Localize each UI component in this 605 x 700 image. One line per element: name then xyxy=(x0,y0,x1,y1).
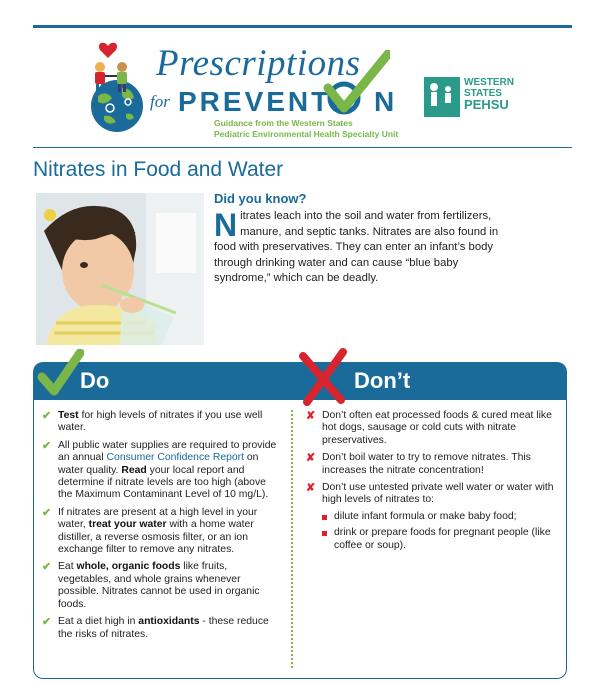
do-item-text: - these reduce the risks of nitrates. xyxy=(58,616,269,640)
did-you-know-heading: Did you know? xyxy=(214,191,307,206)
x-icon: ✘ xyxy=(306,452,316,465)
do-check-icon xyxy=(36,349,84,399)
did-you-know-text xyxy=(214,209,514,287)
intro-body: itrates leach into the soil and water from fertilizers, manure, and septic tanks. Nitrates are also found in food with preservatives. They can enter an infant’s body through drinking water and can cause “blue baby syndrome,” which can be deadly. xyxy=(214,210,499,284)
do-item-bold: treat your water xyxy=(88,519,167,531)
do-item-text: for high levels of nitrates if you use well water. xyxy=(58,410,263,434)
bullet-square-icon xyxy=(322,515,327,520)
do-item-text: with a home water distiller, a reverse osmosis filter, or an ion exchange filter to remove any nitrates. xyxy=(58,519,254,556)
dont-subitem xyxy=(322,527,556,552)
title-prescriptions: Prescriptions xyxy=(156,43,361,84)
dont-item-text: Don’t often eat processed foods & cured meat like hot dogs, sausage or cold cuts with nitrate preservatives. xyxy=(322,410,552,446)
drop-cap: N xyxy=(214,207,238,243)
check-icon: ✔ xyxy=(42,439,52,452)
dont-list xyxy=(306,410,556,557)
page-title: Nitrates in Food and Water xyxy=(33,158,284,181)
do-item-bold: Read xyxy=(121,464,147,476)
do-item-text: Eat xyxy=(58,561,77,573)
do-item-bold: Test xyxy=(58,410,79,421)
do-item-report xyxy=(42,440,282,502)
do-item-bold: whole, organic foods xyxy=(76,561,181,573)
column-divider xyxy=(291,410,293,668)
dont-heading: Don’t xyxy=(354,368,411,393)
do-item-text: your local report and determine if nitrate levels are too high (above the Maximum Contaminant Level of 10 mg/L). xyxy=(58,464,269,501)
child-drinking-photo xyxy=(36,193,204,345)
kids-globe-logo xyxy=(78,38,156,134)
bullet-square-icon xyxy=(322,531,327,536)
header-rule xyxy=(33,147,572,148)
dont-item-text: Don’t boil water to try to remove nitrates. This increases the nitrate concentration! xyxy=(322,452,531,476)
do-item-antioxidants xyxy=(42,616,282,641)
x-icon: ✘ xyxy=(306,410,316,422)
dont-subitem-text: drink or prepare foods for pregnant people (like coffee or soup). xyxy=(334,527,551,551)
dont-sublist xyxy=(322,511,556,552)
do-item-text: If nitrates are present at a high level in your water, xyxy=(58,506,258,531)
guidance-line1: Guidance from the Western States xyxy=(214,118,353,128)
dont-item-text: Don’t use untested private well water or water with high levels of nitrates to: xyxy=(322,482,554,506)
pehsu-logo xyxy=(424,73,522,123)
dont-subitem-text: dilute infant formula or make baby food; xyxy=(334,510,517,522)
do-item-text: on water quality. xyxy=(58,452,259,476)
do-item-bold: antioxidants xyxy=(138,616,200,628)
dont-item-untested xyxy=(306,482,556,552)
guidance-text xyxy=(214,118,398,140)
pehsu-states: STATES xyxy=(464,88,502,99)
do-item-text: like fruits, vegetables, and whole grains whenever possible. Nitrates cannot be used in organic foods. xyxy=(58,561,260,610)
check-icon: ✔ xyxy=(42,561,52,574)
check-icon: ✔ xyxy=(42,506,52,519)
dont-item-processed xyxy=(306,410,556,447)
do-item-treat xyxy=(42,507,282,557)
top-rule xyxy=(33,25,572,28)
do-item-text: Eat a diet high in xyxy=(58,616,139,628)
title-for: for xyxy=(150,92,170,111)
do-item-organic xyxy=(42,561,282,611)
do-item-test xyxy=(42,410,282,435)
dont-item-boil xyxy=(306,452,556,477)
dont-x-icon xyxy=(295,348,351,408)
pehsu-western: WESTERN xyxy=(464,77,514,88)
dont-subitem xyxy=(322,511,556,523)
title-prevention-start: PREVENTI xyxy=(178,86,343,117)
x-icon: ✘ xyxy=(306,482,316,495)
consumer-confidence-report-link[interactable]: Consumer Confidence Report xyxy=(106,452,245,464)
green-check-icon xyxy=(318,50,390,120)
title-prevention-end: N xyxy=(374,86,398,117)
do-list xyxy=(42,410,282,646)
check-icon: ✔ xyxy=(42,616,52,629)
check-icon: ✔ xyxy=(42,410,52,422)
guidance-line2: Pediatric Environmental Health Specialty Unit xyxy=(214,129,399,139)
do-item-text: All public water supplies are required to provide an annual xyxy=(58,439,277,464)
pehsu-name: PEHSU xyxy=(464,97,509,112)
do-heading: Do xyxy=(80,368,110,393)
